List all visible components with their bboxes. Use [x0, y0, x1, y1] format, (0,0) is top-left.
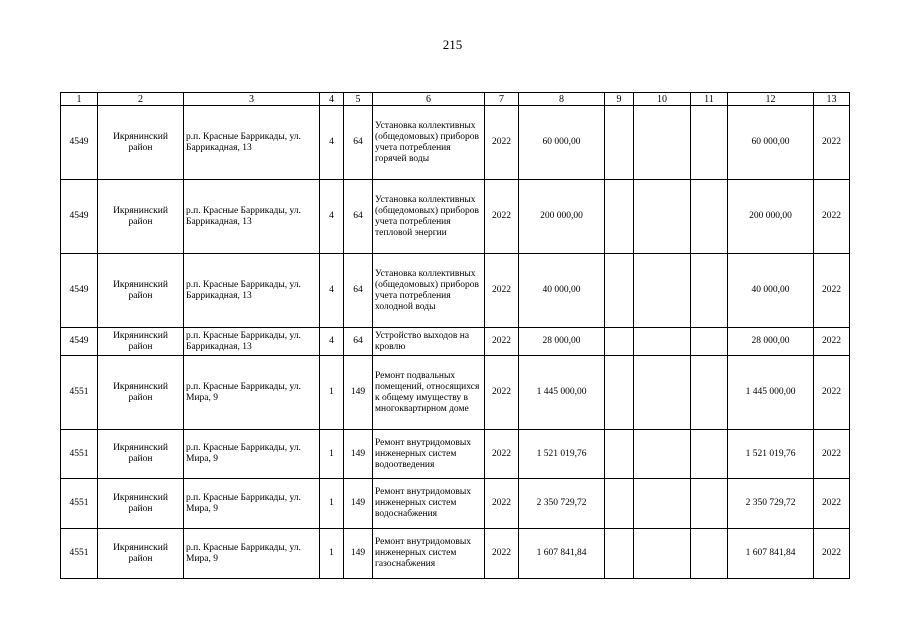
address-cell: р.п. Красные Баррикады, ул. Баррикадная, 13 — [184, 180, 320, 254]
year-cell: 2022 — [485, 328, 519, 356]
col-11-cell — [691, 106, 728, 180]
row-number-cell: 4551 — [61, 356, 98, 430]
house-param-4-cell: 4 — [320, 328, 344, 356]
cost-12-cell: 28 000,00 — [728, 328, 814, 356]
row-number-cell: 4549 — [61, 328, 98, 356]
column-header: 2 — [98, 93, 184, 106]
col-11-cell — [691, 356, 728, 430]
year-cell: 2022 — [485, 529, 519, 579]
completion-year-cell: 2022 — [814, 430, 850, 479]
total-cost-cell: 28 000,00 — [519, 328, 605, 356]
row-number-cell: 4549 — [61, 180, 98, 254]
col-9-cell — [605, 529, 634, 579]
column-header: 11 — [691, 93, 728, 106]
house-param-4-cell: 4 — [320, 180, 344, 254]
header-row — [61, 93, 850, 106]
table-row — [61, 479, 850, 529]
table-row — [61, 180, 850, 254]
table-row — [61, 254, 850, 328]
cost-12-cell: 40 000,00 — [728, 254, 814, 328]
table-body — [61, 93, 850, 579]
house-param-5-cell: 64 — [344, 106, 373, 180]
col-11-cell — [691, 254, 728, 328]
house-param-4-cell: 1 — [320, 479, 344, 529]
col-10-cell — [634, 529, 691, 579]
year-cell: 2022 — [485, 180, 519, 254]
district-cell: Икрянинский район — [98, 106, 184, 180]
completion-year-cell: 2022 — [814, 106, 850, 180]
col-11-cell — [691, 479, 728, 529]
work-type-cell: Ремонт внутридомовых инженерных систем водоснабжения — [373, 479, 485, 529]
work-type-cell: Установка коллективных (общедомовых) приборов учета потребления горячей воды — [373, 106, 485, 180]
house-param-5-cell: 64 — [344, 328, 373, 356]
repair-schedule-table — [60, 92, 850, 579]
cost-12-cell: 60 000,00 — [728, 106, 814, 180]
year-cell: 2022 — [485, 479, 519, 529]
year-cell: 2022 — [485, 356, 519, 430]
total-cost-cell: 200 000,00 — [519, 180, 605, 254]
house-param-4-cell: 1 — [320, 430, 344, 479]
col-9-cell — [605, 430, 634, 479]
completion-year-cell: 2022 — [814, 479, 850, 529]
col-11-cell — [691, 328, 728, 356]
col-9-cell — [605, 479, 634, 529]
year-cell: 2022 — [485, 254, 519, 328]
column-header: 8 — [519, 93, 605, 106]
table-row — [61, 430, 850, 479]
col-9-cell — [605, 106, 634, 180]
work-type-cell: Установка коллективных (общедомовых) приборов учета потребления тепловой энергии — [373, 180, 485, 254]
col-10-cell — [634, 430, 691, 479]
row-number-cell: 4549 — [61, 254, 98, 328]
house-param-5-cell: 64 — [344, 254, 373, 328]
house-param-4-cell: 1 — [320, 529, 344, 579]
col-10-cell — [634, 479, 691, 529]
row-number-cell: 4551 — [61, 479, 98, 529]
work-type-cell: Ремонт внутридомовых инженерных систем водоотведения — [373, 430, 485, 479]
district-cell: Икрянинский район — [98, 180, 184, 254]
column-header: 10 — [634, 93, 691, 106]
col-9-cell — [605, 356, 634, 430]
cost-12-cell: 2 350 729,72 — [728, 479, 814, 529]
column-header: 12 — [728, 93, 814, 106]
work-type-cell: Установка коллективных (общедомовых) приборов учета потребления холодной воды — [373, 254, 485, 328]
column-header: 9 — [605, 93, 634, 106]
completion-year-cell: 2022 — [814, 529, 850, 579]
house-param-4-cell: 4 — [320, 106, 344, 180]
column-header: 5 — [344, 93, 373, 106]
total-cost-cell: 60 000,00 — [519, 106, 605, 180]
col-10-cell — [634, 106, 691, 180]
table-row — [61, 356, 850, 430]
house-param-5-cell: 149 — [344, 430, 373, 479]
year-cell: 2022 — [485, 430, 519, 479]
house-param-4-cell: 1 — [320, 356, 344, 430]
column-header: 6 — [373, 93, 485, 106]
work-type-cell: Устройство выходов на кровлю — [373, 328, 485, 356]
house-param-5-cell: 149 — [344, 529, 373, 579]
house-param-5-cell: 149 — [344, 479, 373, 529]
column-header: 1 — [61, 93, 98, 106]
col-11-cell — [691, 180, 728, 254]
column-header: 13 — [814, 93, 850, 106]
row-number-cell: 4549 — [61, 106, 98, 180]
column-header: 4 — [320, 93, 344, 106]
cost-12-cell: 1 521 019,76 — [728, 430, 814, 479]
col-10-cell — [634, 356, 691, 430]
total-cost-cell: 1 607 841,84 — [519, 529, 605, 579]
total-cost-cell: 2 350 729,72 — [519, 479, 605, 529]
page-number: 215 — [442, 37, 463, 52]
col-10-cell — [634, 328, 691, 356]
cost-12-cell: 1 607 841,84 — [728, 529, 814, 579]
address-cell: р.п. Красные Баррикады, ул. Баррикадная, 13 — [184, 106, 320, 180]
row-number-cell: 4551 — [61, 430, 98, 479]
col-9-cell — [605, 254, 634, 328]
completion-year-cell: 2022 — [814, 254, 850, 328]
completion-year-cell: 2022 — [814, 180, 850, 254]
row-number-cell: 4551 — [61, 529, 98, 579]
total-cost-cell: 1 445 000,00 — [519, 356, 605, 430]
completion-year-cell: 2022 — [814, 328, 850, 356]
table-row — [61, 529, 850, 579]
address-cell: р.п. Красные Баррикады, ул. Мира, 9 — [184, 430, 320, 479]
address-cell: р.п. Красные Баррикады, ул. Баррикадная, 13 — [184, 328, 320, 356]
column-header: 3 — [184, 93, 320, 106]
district-cell: Икрянинский район — [98, 529, 184, 579]
year-cell: 2022 — [485, 106, 519, 180]
address-cell: р.п. Красные Баррикады, ул. Мира, 9 — [184, 529, 320, 579]
col-11-cell — [691, 430, 728, 479]
district-cell: Икрянинский район — [98, 356, 184, 430]
completion-year-cell: 2022 — [814, 356, 850, 430]
district-cell: Икрянинский район — [98, 254, 184, 328]
district-cell: Икрянинский район — [98, 430, 184, 479]
district-cell: Икрянинский район — [98, 328, 184, 356]
address-cell: р.п. Красные Баррикады, ул. Баррикадная, 13 — [184, 254, 320, 328]
table-row — [61, 328, 850, 356]
house-param-5-cell: 149 — [344, 356, 373, 430]
address-cell: р.п. Красные Баррикады, ул. Мира, 9 — [184, 356, 320, 430]
total-cost-cell: 1 521 019,76 — [519, 430, 605, 479]
cost-12-cell: 200 000,00 — [728, 180, 814, 254]
col-10-cell — [634, 180, 691, 254]
work-type-cell: Ремонт внутридомовых инженерных систем газоснабжения — [373, 529, 485, 579]
district-cell: Икрянинский район — [98, 479, 184, 529]
col-10-cell — [634, 254, 691, 328]
house-param-5-cell: 64 — [344, 180, 373, 254]
col-9-cell — [605, 328, 634, 356]
cost-12-cell: 1 445 000,00 — [728, 356, 814, 430]
house-param-4-cell: 4 — [320, 254, 344, 328]
col-11-cell — [691, 529, 728, 579]
table-row — [61, 106, 850, 180]
work-type-cell: Ремонт подвальных помещений, относящихся к общему имуществу в многоквартирном доме — [373, 356, 485, 430]
total-cost-cell: 40 000,00 — [519, 254, 605, 328]
col-9-cell — [605, 180, 634, 254]
column-header: 7 — [485, 93, 519, 106]
address-cell: р.п. Красные Баррикады, ул. Мира, 9 — [184, 479, 320, 529]
